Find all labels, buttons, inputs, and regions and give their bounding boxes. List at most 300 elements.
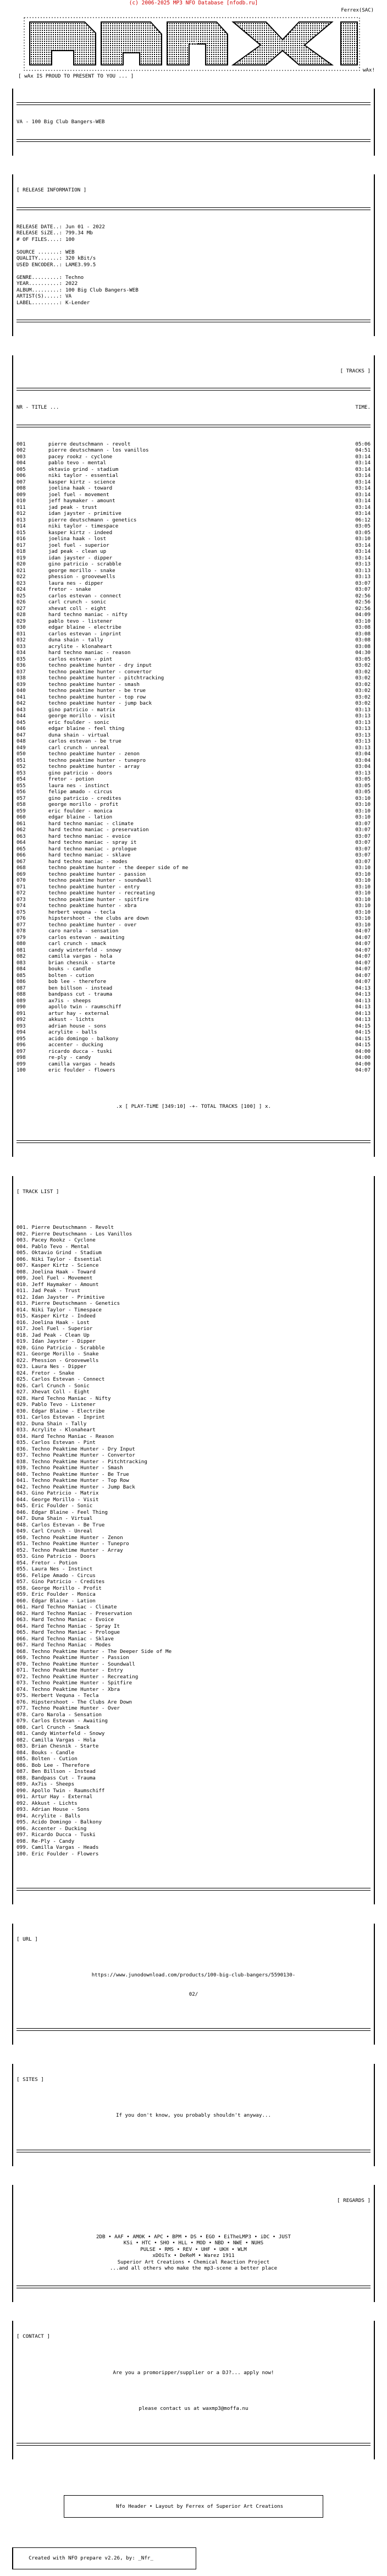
track-list-item: 023. Laura Nes - Dipper: [16, 1364, 87, 1370]
track-number: 041: [16, 694, 26, 700]
track-number: 083: [16, 959, 26, 966]
track-list-item: 055. Laura Nes - Instinct: [16, 1566, 93, 1572]
release-field-label: GENRE.........:: [16, 274, 62, 281]
track-row: [16, 606, 371, 612]
track-row: [16, 871, 371, 878]
track-row: [16, 865, 371, 871]
track-row: [16, 998, 371, 1004]
track-time: 03:14: [355, 491, 371, 498]
track-number: 053: [16, 770, 26, 776]
track-list-item: 037. Techno Peaktime Hunter - Convertor: [16, 1452, 135, 1458]
track-list-item: 035. Carlos Estevan - Pint: [16, 1440, 96, 1446]
track-time: 03:04: [355, 751, 371, 757]
track-title: hard techno maniac - preservation: [48, 827, 149, 833]
nfo-header-text: Nfo Header • Layout by Ferrex of Superior Art Creations: [115, 2503, 284, 2509]
track-list-item: 062. Hard Techno Maniac - Preservation: [16, 1610, 132, 1617]
track-number: 071: [16, 883, 26, 890]
track-title: jeff haymaker - amount: [48, 498, 115, 504]
track-row: [16, 593, 371, 600]
track-title: acrylite - klonaheart: [48, 643, 113, 650]
track-number: 051: [16, 757, 26, 764]
track-time: 03:10: [355, 903, 371, 909]
track-number: 072: [16, 890, 26, 896]
track-number: 080: [16, 941, 26, 947]
track-row: [16, 1017, 371, 1023]
track-title: xhevat coll - eight: [48, 605, 107, 612]
track-number: 086: [16, 979, 26, 985]
track-time: 03:13: [355, 738, 371, 744]
track-number: 065: [16, 845, 26, 852]
release-field-value: 2022: [65, 281, 78, 287]
track-time: 03:04: [355, 764, 371, 770]
track-row: [16, 586, 371, 593]
track-number: 074: [16, 903, 26, 909]
track-time: 03:10: [355, 618, 371, 624]
track-row: [16, 713, 371, 719]
track-title: gino patricio - credites: [48, 795, 121, 801]
track-row: [16, 751, 371, 757]
track-row: [16, 1010, 371, 1017]
track-number: 096: [16, 1042, 26, 1048]
release-field-value: Jun 01 - 2022: [65, 223, 105, 230]
track-time: 03:14: [355, 498, 371, 504]
track-row: [16, 764, 371, 770]
track-list-item: 081. Candy Winterfeld - Snowy: [16, 1731, 105, 1737]
track-title: artur hay - external: [48, 1010, 109, 1017]
track-number: 012: [16, 510, 26, 517]
track-row: [16, 688, 371, 694]
track-row: [16, 922, 371, 929]
track-list-item: 060. Edgar Blaine - Lation: [16, 1597, 96, 1604]
url-heading: [ URL ]: [16, 1936, 38, 1942]
track-title: camilla vargas - hola: [48, 953, 113, 959]
track-time: 03:10: [355, 890, 371, 896]
track-row: [16, 447, 371, 454]
track-time: 03:10: [355, 909, 371, 915]
track-number: 008: [16, 485, 26, 491]
track-number: 014: [16, 523, 26, 529]
track-title: carl crunch - unreal: [48, 744, 109, 751]
track-title: accenter - ducking: [48, 1042, 103, 1048]
track-time: 03:02: [355, 675, 371, 681]
release-field: [16, 224, 371, 230]
track-row: [16, 941, 371, 947]
track-list-item: 074. Techno Peaktime Hunter - Xbra: [16, 1686, 120, 1693]
track-list-item: 085. Bolten - Cution: [16, 1756, 78, 1762]
track-row: [16, 928, 371, 935]
track-time: 03:13: [355, 706, 371, 713]
product-url[interactable]: https://www.junodownload.com/products/100-big-club-bangers/5590130-: [91, 1972, 296, 1978]
track-number: 011: [16, 504, 26, 510]
track-number: 010: [16, 498, 26, 504]
track-title: carlos estevan - pint: [48, 656, 113, 662]
track-number: 042: [16, 700, 26, 706]
track-row: [16, 485, 371, 492]
logo-text: waxd: [181, 40, 197, 48]
track-number: 075: [16, 909, 26, 915]
track-list-item: 061. Hard Techno Maniac - Climate: [16, 1604, 117, 1610]
release-field-value: VA: [65, 293, 72, 299]
track-row: [16, 1036, 371, 1042]
track-title: pablo tevo - listener: [48, 618, 113, 624]
track-title: techno peaktime hunter - passion: [48, 871, 146, 877]
track-list-item: 008. Joelina Haak - Toward: [16, 1268, 96, 1275]
track-list-item: 021. George Morillo - Snake: [16, 1351, 99, 1357]
track-row: [16, 795, 371, 802]
track-title: felipe amado - circus: [48, 789, 113, 795]
track-number: 023: [16, 580, 26, 586]
track-row: [16, 700, 371, 707]
track-number: 015: [16, 529, 26, 536]
track-title: pablo tevo - mental: [48, 460, 107, 466]
track-title: brian chesnik - starte: [48, 959, 115, 966]
track-number: 089: [16, 997, 26, 1004]
track-list-item: 042. Techno Peaktime Hunter - Jump Back: [16, 1484, 135, 1490]
regards-line: ...and all others who make the mp3-scene a better place: [109, 2265, 278, 2271]
track-time: 04:15: [355, 1029, 371, 1035]
track-number: 033: [16, 643, 26, 650]
track-list-item: 007. Kasper Kirtz - Science: [16, 1262, 99, 1268]
track-row: [16, 1023, 371, 1030]
track-time: 03:05: [355, 776, 371, 782]
track-title: joel fuel - movement: [48, 491, 109, 498]
track-row: [16, 631, 371, 638]
track-number: 094: [16, 1029, 26, 1035]
track-row: [16, 738, 371, 745]
track-time: 03:07: [355, 586, 371, 592]
track-time: 03:08: [355, 624, 371, 630]
release-field-label: SOURCE .......:: [16, 249, 62, 255]
track-time: 03:14: [355, 466, 371, 473]
track-time: 03:10: [355, 808, 371, 814]
track-title: edgar blaine - lation: [48, 814, 113, 820]
nfo-document: [12, 76, 375, 2576]
release-field: [16, 300, 371, 306]
track-row: [16, 612, 371, 618]
track-time: 03:07: [355, 580, 371, 586]
contact-email[interactable]: please contact us at waxmp3@moffa.nu: [139, 2405, 248, 2412]
track-list-section: [12, 1176, 375, 1905]
track-list-item: 066. Hard Techno Maniac - Sklave: [16, 1635, 114, 1642]
track-number: 028: [16, 612, 26, 618]
track-title: techno peaktime hunter - be true: [48, 688, 146, 694]
track-list-item: 013. Pierre Deutschmann - Genetics: [16, 1300, 120, 1306]
track-title: fretor - potion: [48, 776, 94, 782]
release-field-value: K-Lender: [65, 299, 90, 306]
track-number: 046: [16, 726, 26, 732]
track-list-item: 051. Techno Peaktime Hunter - Tunepro: [16, 1541, 129, 1547]
track-list-item: 084. Bouks - Candle: [16, 1749, 75, 1756]
track-time: 03:05: [355, 782, 371, 789]
release-field-label: RELEASE SiZE..:: [16, 230, 62, 236]
track-list-item: 070. Techno Peaktime Hunter - Soundwall: [16, 1661, 135, 1667]
track-time: 03:13: [355, 561, 371, 567]
track-title: duna shain - tally: [48, 637, 103, 643]
track-list-item: 046. Edgar Blaine - Feel Thing: [16, 1509, 108, 1515]
track-title: kasper kirtz - science: [48, 479, 115, 485]
track-time: 03:13: [355, 713, 371, 719]
created-with-text: Created with NFO prepare v2.26, by: _Nfr_: [29, 2555, 153, 2561]
track-list-item: 045. Eric Foulder - Sonic: [16, 1503, 93, 1509]
track-row: [16, 682, 371, 688]
track-title: techno peaktime hunter - tunepro: [48, 757, 146, 764]
track-list-item: 049. Carl Crunch - Unreal: [16, 1528, 93, 1534]
track-number: 092: [16, 1017, 26, 1023]
track-number: 043: [16, 706, 26, 713]
track-list-item: 017. Joel Fuel - Superior: [16, 1326, 93, 1332]
track-number: 073: [16, 896, 26, 903]
track-title: hard techno maniac - modes: [48, 858, 128, 865]
track-title: bob lee - therefore: [48, 979, 107, 985]
track-list-item: 038. Techno Peaktime Hunter - Pitchtracking: [16, 1458, 147, 1465]
product-url-cont[interactable]: 02/: [189, 1991, 198, 1997]
track-number: 044: [16, 713, 26, 719]
track-time: 03:10: [355, 871, 371, 877]
regards-line: Superior Art Creations • Chemical Reaction Project: [117, 2259, 270, 2265]
track-time: 03:14: [355, 542, 371, 548]
track-number: 059: [16, 808, 26, 814]
track-number: 077: [16, 921, 26, 928]
track-time: 03:08: [355, 643, 371, 650]
tracks-section: [12, 355, 375, 1157]
created-with-box: [12, 2547, 196, 2570]
track-number: 005: [16, 466, 26, 473]
track-title: gino patricio - doors: [48, 770, 113, 776]
track-title: techno peaktime hunter - convertor: [48, 668, 152, 675]
release-field-value: 100: [65, 236, 75, 243]
track-title: pierre deutschmann - revolt: [48, 441, 131, 447]
track-time: 03:04: [355, 757, 371, 764]
track-number: 039: [16, 681, 26, 688]
track-row: [16, 561, 371, 568]
track-row: [16, 1054, 371, 1061]
track-time: 03:07: [355, 833, 371, 839]
track-list-item: 015. Kasper Kirtz - Indeed: [16, 1313, 96, 1319]
track-list-item: 093. Adrian House - Sons: [16, 1806, 90, 1812]
release-field-value: 320 kBit/s: [65, 255, 96, 261]
track-time: 03:02: [355, 681, 371, 688]
regards-heading: [ REGARDS ]: [337, 2198, 371, 2204]
logo-credit: Ferrex(SAC): [341, 8, 374, 13]
track-number: 047: [16, 732, 26, 738]
track-list-item: 004. Pablo Tevo - Mental: [16, 1243, 90, 1250]
track-list-item: 056. Felipe Amado - Circus: [16, 1572, 96, 1579]
track-number: 024: [16, 586, 26, 592]
track-title: hard techno maniac - prologue: [48, 845, 137, 852]
track-time: 03:08: [355, 630, 371, 637]
track-number: 084: [16, 966, 26, 972]
track-title: ricardo ducca - tuski: [48, 1048, 113, 1054]
track-row: [16, 726, 371, 732]
track-list-item: 090. Apollo Twin - Raumschiff: [16, 1787, 105, 1794]
track-title: techno peaktime hunter - array: [48, 764, 140, 770]
track-row: [16, 719, 371, 726]
track-number: 016: [16, 536, 26, 542]
track-time: 03:02: [355, 668, 371, 675]
track-list-item: 048. Carlos Estevan - Be True: [16, 1522, 105, 1528]
track-list-item: 016. Joelina Haak - Lost: [16, 1319, 90, 1326]
track-row: [16, 580, 371, 587]
release-fields: [16, 224, 371, 306]
track-title: techno peaktime hunter - dry input: [48, 662, 152, 668]
track-row: [16, 846, 371, 853]
track-number: 006: [16, 473, 26, 479]
track-number: 013: [16, 517, 26, 523]
track-row: [16, 568, 371, 574]
track-row: [16, 1042, 371, 1048]
track-row: [16, 903, 371, 909]
track-title: techno peaktime hunter - top row: [48, 694, 146, 700]
track-time: 02:56: [355, 599, 371, 605]
track-number: 027: [16, 605, 26, 612]
release-field: [16, 262, 371, 268]
track-title: techno peaktime hunter - the deeper side of me: [48, 865, 189, 871]
track-title: gino patricio - scrabble: [48, 561, 121, 567]
track-number: 090: [16, 1004, 26, 1010]
track-list-item: 012. Idan Jayster - Primitive: [16, 1294, 105, 1300]
track-time: 04:13: [355, 1017, 371, 1023]
track-list-item: 003. Pacey Rookz - Cyclone: [16, 1237, 96, 1243]
track-time: 04:00: [355, 1054, 371, 1061]
track-list-item: 034. Hard Techno Maniac - Reason: [16, 1433, 114, 1440]
track-title: hard techno maniac - evoice: [48, 833, 131, 839]
track-time: 03:08: [355, 637, 371, 643]
track-title: camilla vargas - heads: [48, 1061, 115, 1067]
col-nr-title: NR - TITLE ...: [16, 404, 59, 410]
track-number: 031: [16, 630, 26, 637]
regards-line: PULSE • RMS • REV • UHF • UKH • WLM: [140, 2246, 247, 2253]
track-time: 03:13: [355, 567, 371, 574]
track-title: acrylite - balls: [48, 1029, 97, 1035]
track-list-item: 067. Hard Techno Maniac - Modes: [16, 1642, 111, 1648]
track-list-item: 026. Carl Crunch - Sonic: [16, 1382, 90, 1389]
track-list-item: 006. Niki Taylor - Essential: [16, 1256, 102, 1262]
track-list-item: 031. Carlos Estevan - Inprint: [16, 1414, 105, 1420]
track-row: [16, 877, 371, 884]
track-time: 03:05: [355, 529, 371, 536]
track-time: 03:02: [355, 694, 371, 700]
track-title: hipstershoot - the clubs are down: [48, 915, 149, 921]
track-title: laura nes - instinct: [48, 782, 109, 789]
track-list-item: 043. Gino Patricio - Matrix: [16, 1490, 99, 1496]
track-number: 062: [16, 827, 26, 833]
track-title: techno peaktime hunter - xbra: [48, 903, 137, 909]
track-time: 03:10: [355, 883, 371, 890]
track-list-item: 041. Techno Peaktime Hunter - Top Row: [16, 1478, 129, 1484]
track-number: 002: [16, 447, 26, 453]
track-list-item: 022. Phession - Groovewells: [16, 1357, 99, 1364]
track-number: 022: [16, 574, 26, 580]
track-row: [16, 783, 371, 789]
nfo-header-credit: [64, 2495, 323, 2518]
track-row: [16, 966, 371, 973]
track-list-item: 100. Eric Foulder - Flowers: [16, 1850, 99, 1857]
track-row: [16, 707, 371, 713]
track-number: 049: [16, 744, 26, 751]
track-number: 040: [16, 688, 26, 694]
track-number: 097: [16, 1048, 26, 1054]
track-row: [16, 1048, 371, 1055]
track-list-item: 072. Techno Peaktime Hunter - Recreating: [16, 1673, 139, 1680]
track-row: [16, 599, 371, 606]
track-title: edgar blaine - feel thing: [48, 726, 125, 732]
track-time: 03:05: [355, 523, 371, 529]
track-title: herbert vequna - tecla: [48, 909, 115, 915]
track-time: 03:07: [355, 845, 371, 852]
track-list-item: 040. Techno Peaktime Hunter - Be True: [16, 1471, 129, 1478]
track-row: [16, 953, 371, 960]
release-field: [16, 237, 371, 243]
track-title: ax7is - sheeps: [48, 997, 91, 1004]
track-number: 020: [16, 561, 26, 567]
url-section: [12, 1924, 375, 2045]
track-row: [16, 650, 371, 656]
track-row: [16, 466, 371, 473]
track-row: [16, 530, 371, 536]
track-title: idan jayster - primitive: [48, 510, 121, 517]
track-row: [16, 662, 371, 669]
track-time: 04:07: [355, 972, 371, 979]
track-number: 070: [16, 877, 26, 883]
track-title: gino patricio - matrix: [48, 706, 115, 713]
track-row: [16, 694, 371, 701]
track-row: [16, 624, 371, 631]
track-title: joel fuel - superior: [48, 542, 109, 548]
track-row: [16, 909, 371, 916]
track-row: [16, 890, 371, 897]
track-time: 03:10: [355, 865, 371, 871]
track-number: 076: [16, 915, 26, 921]
track-row: [16, 897, 371, 903]
track-row: [16, 884, 371, 891]
track-row: [16, 827, 371, 833]
track-title: hard techno maniac - nifty: [48, 612, 128, 618]
release-field-value: WEB: [65, 249, 75, 255]
track-list-item: 094. Acrylite - Balls: [16, 1812, 81, 1819]
tracks-heading: [ TRACKS ]: [340, 367, 371, 374]
track-number: 088: [16, 991, 26, 997]
track-title: eric foulder - sonic: [48, 719, 109, 726]
track-row: [16, 973, 371, 979]
track-row: [16, 1029, 371, 1036]
track-number: 045: [16, 719, 26, 726]
track-number: 003: [16, 453, 26, 460]
release-field-label: ARTIST(S).....:: [16, 293, 62, 299]
track-time: 04:07: [355, 966, 371, 972]
track-time: 03:10: [355, 814, 371, 820]
track-number: 078: [16, 928, 26, 934]
release-field-value: 100 Big Club Bangers-WEB: [65, 287, 139, 293]
track-row: [16, 960, 371, 966]
track-time: 06:12: [355, 517, 371, 523]
track-title: bolten - cution: [48, 972, 94, 979]
track-title: akkust - lichts: [48, 1017, 94, 1023]
track-time: 03:14: [355, 453, 371, 460]
contact-heading: [ CONTACT ]: [16, 2333, 50, 2339]
track-list-item: 001. Pierre Deutschmann - Revolt: [16, 1224, 114, 1231]
track-row: [16, 935, 371, 941]
track-title: re-ply - candy: [48, 1054, 91, 1061]
track-time: 03:10: [355, 896, 371, 903]
track-time: 03:13: [355, 719, 371, 726]
track-number: 099: [16, 1061, 26, 1067]
track-number: 032: [16, 637, 26, 643]
release-info-section: [12, 174, 375, 336]
track-list-item: 087. Ben Billson - Instead: [16, 1768, 96, 1775]
track-time: 03:14: [355, 548, 371, 554]
track-row: [16, 814, 371, 821]
track-number: 067: [16, 858, 26, 865]
